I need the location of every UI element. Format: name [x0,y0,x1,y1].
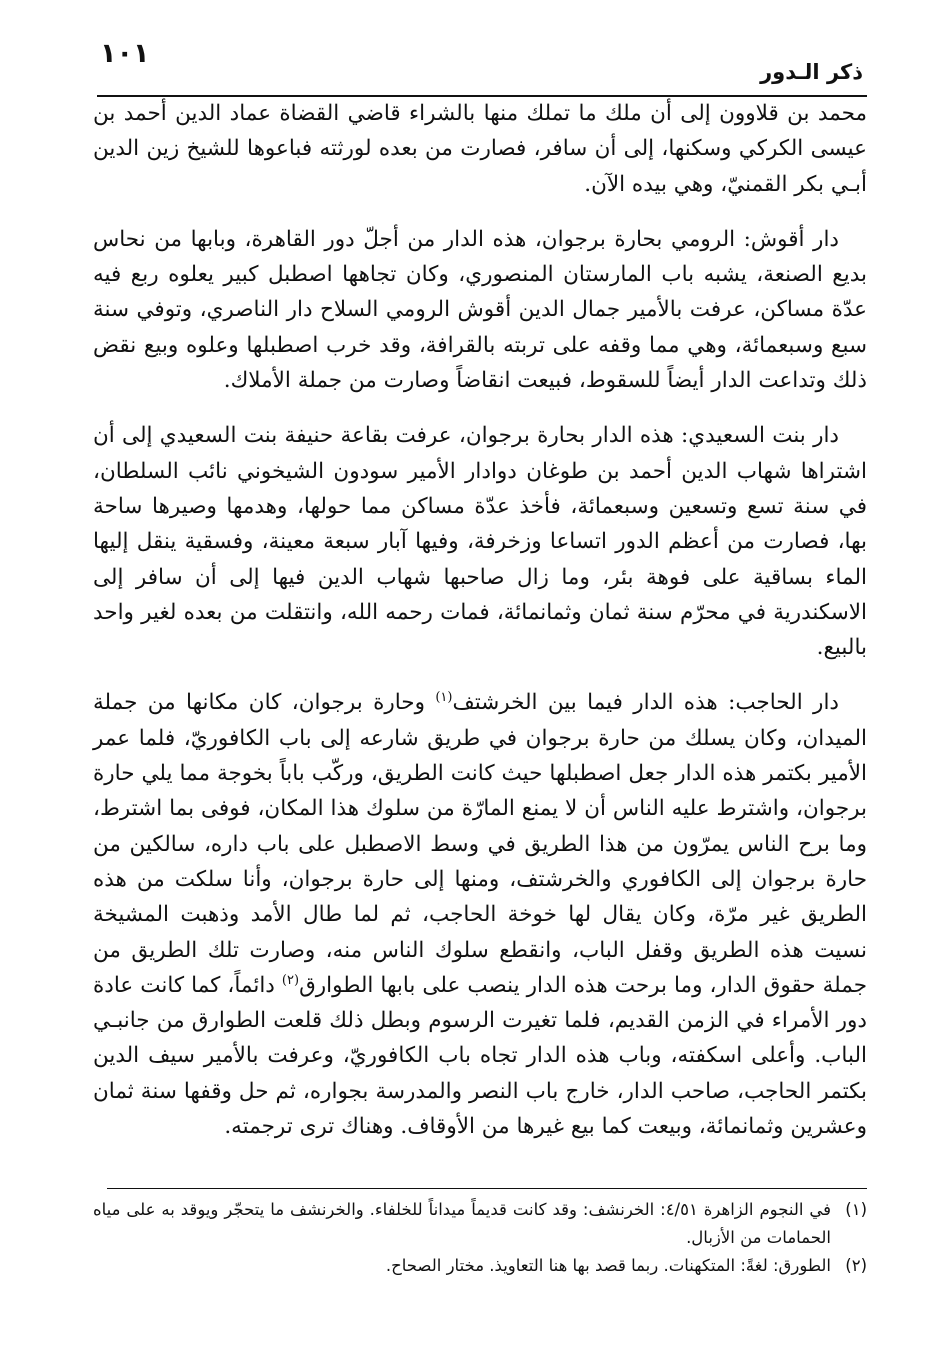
footnotes [93,1196,867,1280]
paragraph-text-segment: وحارة برجوان، كان مكانها من جملة الميدان، وكان يسلك من حارة برجوان في طريق شارعه إلى باب الكافوريّ، فلما عمر الأمير بكتمر هذه الدار جعل اصطبلها حيث كانت الطريق، وركّب باباً بخوجة مما يلي حارة برجوان، واشترط عليه الناس أن لا يمنع المارّة من سلوك هذا المكان، فوفى بما اشترط، وما برح الناس يمرّون من هذا الطريق في وسط الاصطبل على باب داره، سالكين من حارة برجوان إلى الكافوري والخرشتف، ومنها إلى حارة برجوان، وأنا سلكت من هذه الطريق غير مرّة، وكان يقال لها خوخة الحاجب، ثم لما طال الأمد وذهبت المشيخة نسيت هذه الطريق وقفل الباب، وانقطع سلوك الناس منه، وصارت تلك الطريق من جملة حقوق الدار، وما برحت هذه الدار ينصب على بابها الطوارق [93,690,867,998]
footnote-number: (١) [845,1200,867,1219]
body-text [93,96,867,1144]
footnote-2 [93,1252,867,1280]
footnote-1 [93,1196,867,1252]
footnote-reference-1[interactable]: (١) [435,690,453,706]
footnote-text: في النجوم الزاهرة ٤/٥١: الخرنشف: وقد كانت قديماً ميداناً للخلفاء. والخرنشف ما يتحجّر ويوقد به على مياه الحمامات من الأزبال. [93,1200,831,1247]
paragraph-continuation: محمد بن قلاوون إلى أن ملك ما تملك منها بالشراء قاضي القضاة عماد الدين أحمد بن عيسى الكركي وسكنها، إلى أن سافر، فصارت من بعده لورثته فباعوها للشيخ زين الدين أبـي بكر القمنيّ، وهي بيده الآن. [93,101,867,197]
paragraph-text-segment: دائماً، كما كانت عادة دور الأمراء في الزمن القديم، فلما تغيرت الرسوم وبطل ذلك قلعت الطوارق من جانبـي الباب. وأعلى اسكفته، وباب هذه الدار تجاه باب الكافوريّ، وعرفت بالأمير سيف الدين بكتمر الحاجب، صاحب الدار، خارج باب النصر والمدرسة بجواره، ثم حل وقفها سنة ثمان وعشرين وثمانمائة، وبيعت كما بيع غيرها من الأوقاف. وهناك ترى ترجمته. [93,972,867,1140]
footnote-rule [107,1188,867,1189]
page-number: ١٠١ [100,38,150,69]
paragraph-dar-al-hajib [93,685,867,1144]
paragraph-dar-bint-al-saidi: دار بنت السعيدي: هذه الدار بحارة برجوان، عرفت بقاعة حنيفة بنت السعيدي إلى أن اشتراها شهاب الدين أحمد بن طوغان دوادار الأمير سودون الشيخوني نائب السلطان، في سنة تسع وتسعين وسبعمائة، فأخذ عدّة مساكن مما حولها، وهدمها وصيرها ساحة بها، فصارت من أعظم الدور اتساعا وزخرفة، وفيها آبار سبعة معينة، وفسقية ينقل إليها الماء بساقية على فوهة بئر، وما زال صاحبها شهاب الدين فيها إلى أن سافر إلى الاسكندرية في محرّم سنة ثمان وثمانمائة، فمات رحمه الله، وانتقلت من بعده لغير واحد بالبيع. [93,423,867,661]
paragraph-text-segment: دار الحاجب: هذه الدار فيما بين الخرشتف [452,690,839,716]
footnote-text: الطورق: لغةً: المتكهنات. ربما قصد بها هنا التعاويذ. مختار الصحاح. [385,1256,831,1275]
paragraph-dar-aqush: دار أقوش: الرومي بحارة برجوان، هذه الدار من أجلّ دور القاهرة، وبابها من نحاس بديع الصنعة، يشبه باب المارستان المنصوري، وكان تجاهها اصطبل كبير يعلوه ربع فيه عدّة مساكن، عرفت بالأمير جمال الدين أقوش الرومي السلاح دار الناصري، وتوفي سنة سبع وسبعمائة، وهي مما وقفه على تربته بالقرافة، وقد خرب اصطبلها وعلوه وبيع نقض ذلك وتداعت الدار أيضاً للسقوط، فبيعت انقاضاً وصارت من جملة الأملاك. [93,226,867,394]
running-title: ذكر الـدور [760,60,863,84]
footnote-number: (٢) [845,1256,867,1275]
footnote-reference-2[interactable]: (٢) [281,972,300,988]
